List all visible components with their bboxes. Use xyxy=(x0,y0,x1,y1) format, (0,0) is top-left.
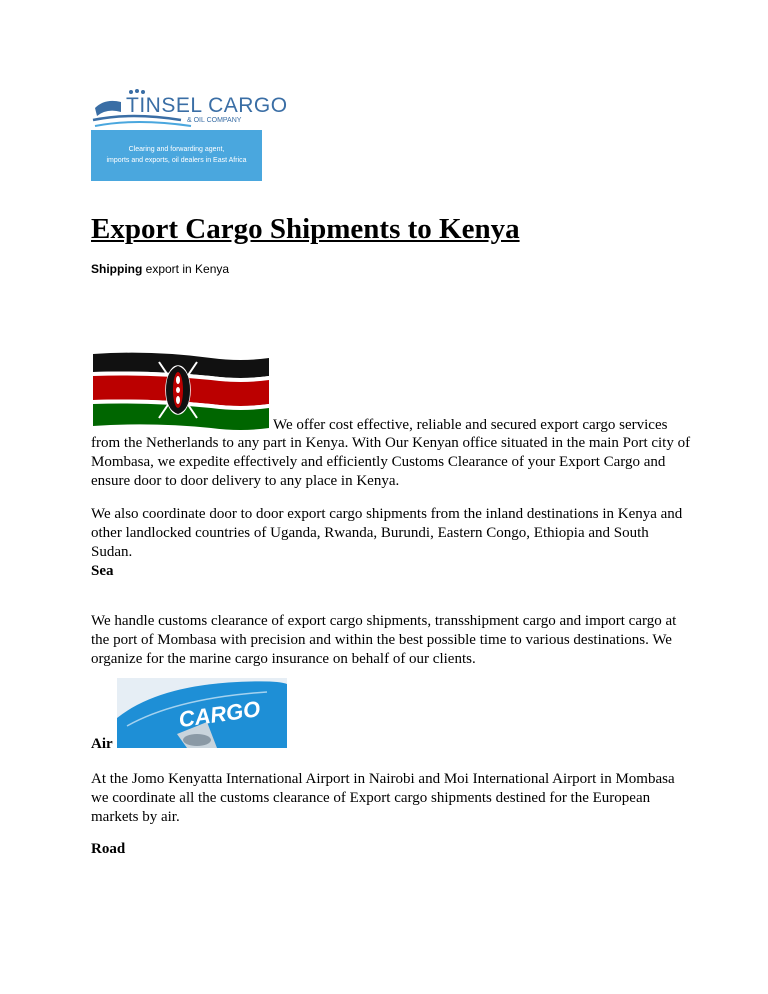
subtitle xyxy=(91,262,229,276)
logo-tagline-1: Clearing and forwarding agent, xyxy=(128,146,225,153)
paragraph-1: from the Netherlands to any part in Kenya. With Our Kenyan office situated in the main Port city of Mombasa, we expedite effectively and efficiently Customs Clearance of your Export Cargo and ensure door to door delivery to any place in Kenya. xyxy=(91,435,691,489)
logo-tagline-2: imports and exports, oil dealers in East Africa xyxy=(106,157,247,164)
paragraph-3: We handle customs clearance of export cargo shipments, transshipment cargo and import cargo at the port of Mombasa with precision and within the best possible time to various destinations. We organize for the marine cargo insurance on behalf of our clients. xyxy=(91,613,677,667)
plane-cargo-text: CARGO xyxy=(177,696,262,733)
cargo-plane-image xyxy=(117,678,287,748)
paragraph-4: At the Jomo Kenyatta International Airport in Nairobi and Moi International Airport in Mombasa we coordinate all the customs clearance of Export cargo shipments destined for the European markets by air. xyxy=(91,771,675,825)
subtitle-bold: Shipping xyxy=(91,262,143,276)
logo-sub: & OIL COMPANY xyxy=(187,117,242,124)
heading-road: Road xyxy=(91,841,126,857)
kenya-flag-image xyxy=(91,352,271,432)
heading-air: Air xyxy=(91,736,113,752)
company-logo xyxy=(91,86,288,181)
subtitle-rest: export in Kenya xyxy=(142,262,230,276)
paragraph-1-first-line: We offer cost effective, reliable and secured export cargo services xyxy=(273,417,668,433)
page-title: Export Cargo Shipments to Kenya xyxy=(91,213,520,245)
paragraph-2: We also coordinate door to door export cargo shipments from the inland destinations in Kenya and other landlocked countries of Uganda, Rwanda, Burundi, Eastern Congo, Ethiopia and South Sudan. xyxy=(91,506,683,560)
logo-tagline-band xyxy=(91,130,262,181)
logo-name: TINSEL CARGO xyxy=(126,94,288,117)
heading-sea: Sea xyxy=(91,563,114,579)
